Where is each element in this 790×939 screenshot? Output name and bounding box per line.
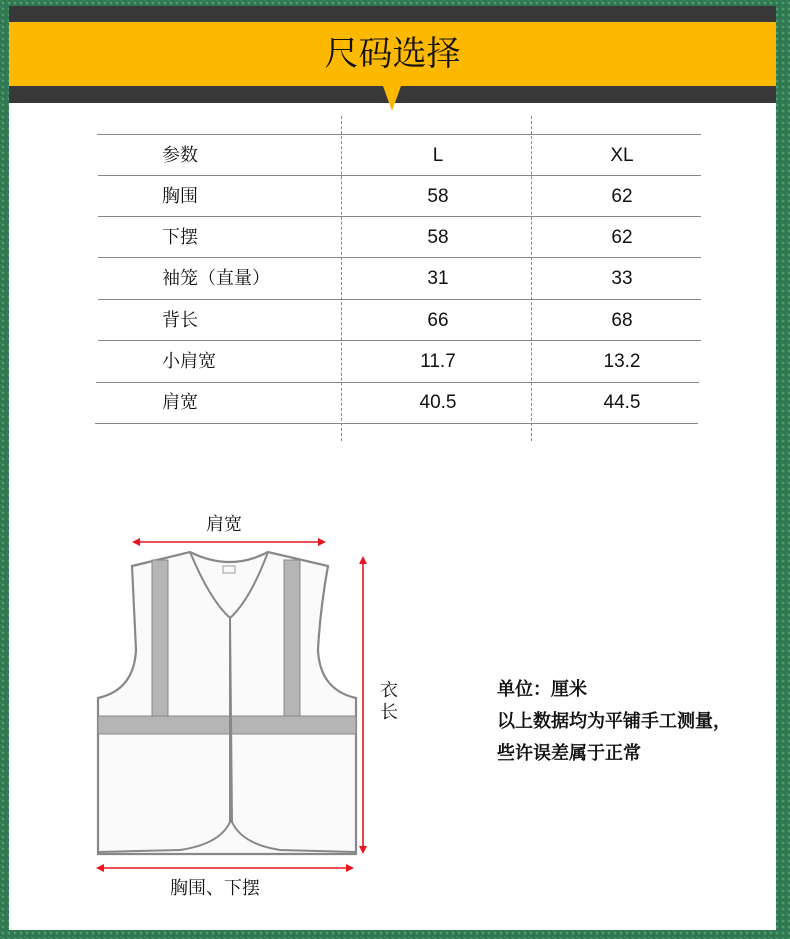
value-l: 66 <box>427 310 449 331</box>
value-xl: 68 <box>611 310 633 331</box>
vest-illustration-icon <box>80 500 410 920</box>
header-param: 参数 <box>162 145 198 166</box>
length-label-top: 衣 <box>380 680 398 701</box>
value-l: 31 <box>427 268 449 289</box>
param-label: 小肩宽 <box>162 351 216 372</box>
value-xl: 62 <box>611 227 633 248</box>
value-l: 11.7 <box>420 351 456 372</box>
header-size-l: L <box>432 145 444 166</box>
row-divider <box>95 423 698 424</box>
note-line-2: 些许误差属于正常 <box>497 743 641 764</box>
size-table <box>9 6 776 466</box>
param-label: 肩宽 <box>162 392 198 413</box>
param-label: 袖笼（直量） <box>162 268 270 289</box>
param-label: 背长 <box>162 310 198 331</box>
value-xl: 44.5 <box>603 392 641 413</box>
row-divider <box>98 299 701 300</box>
value-xl: 33 <box>611 268 633 289</box>
row-divider <box>97 134 701 135</box>
shoulder-width-label: 肩宽 <box>206 514 242 535</box>
value-l: 58 <box>427 227 449 248</box>
param-label: 胸围 <box>162 186 198 207</box>
measurement-notes <box>497 674 731 770</box>
param-label: 下摆 <box>162 227 198 248</box>
note-line-1: 以上数据均为平铺手工测量， <box>497 711 731 732</box>
chest-hem-label: 胸围、下摆 <box>170 878 260 899</box>
value-l: 40.5 <box>419 392 457 413</box>
header-size-xl: XL <box>610 145 634 166</box>
unit-note: 单位：厘米 <box>497 679 587 700</box>
value-xl: 62 <box>611 186 633 207</box>
page-title: 尺码选择 <box>324 34 461 74</box>
vest-diagram <box>80 500 410 920</box>
value-l: 58 <box>427 186 449 207</box>
length-label-bottom: 长 <box>380 702 398 723</box>
value-xl: 13.2 <box>603 351 641 372</box>
